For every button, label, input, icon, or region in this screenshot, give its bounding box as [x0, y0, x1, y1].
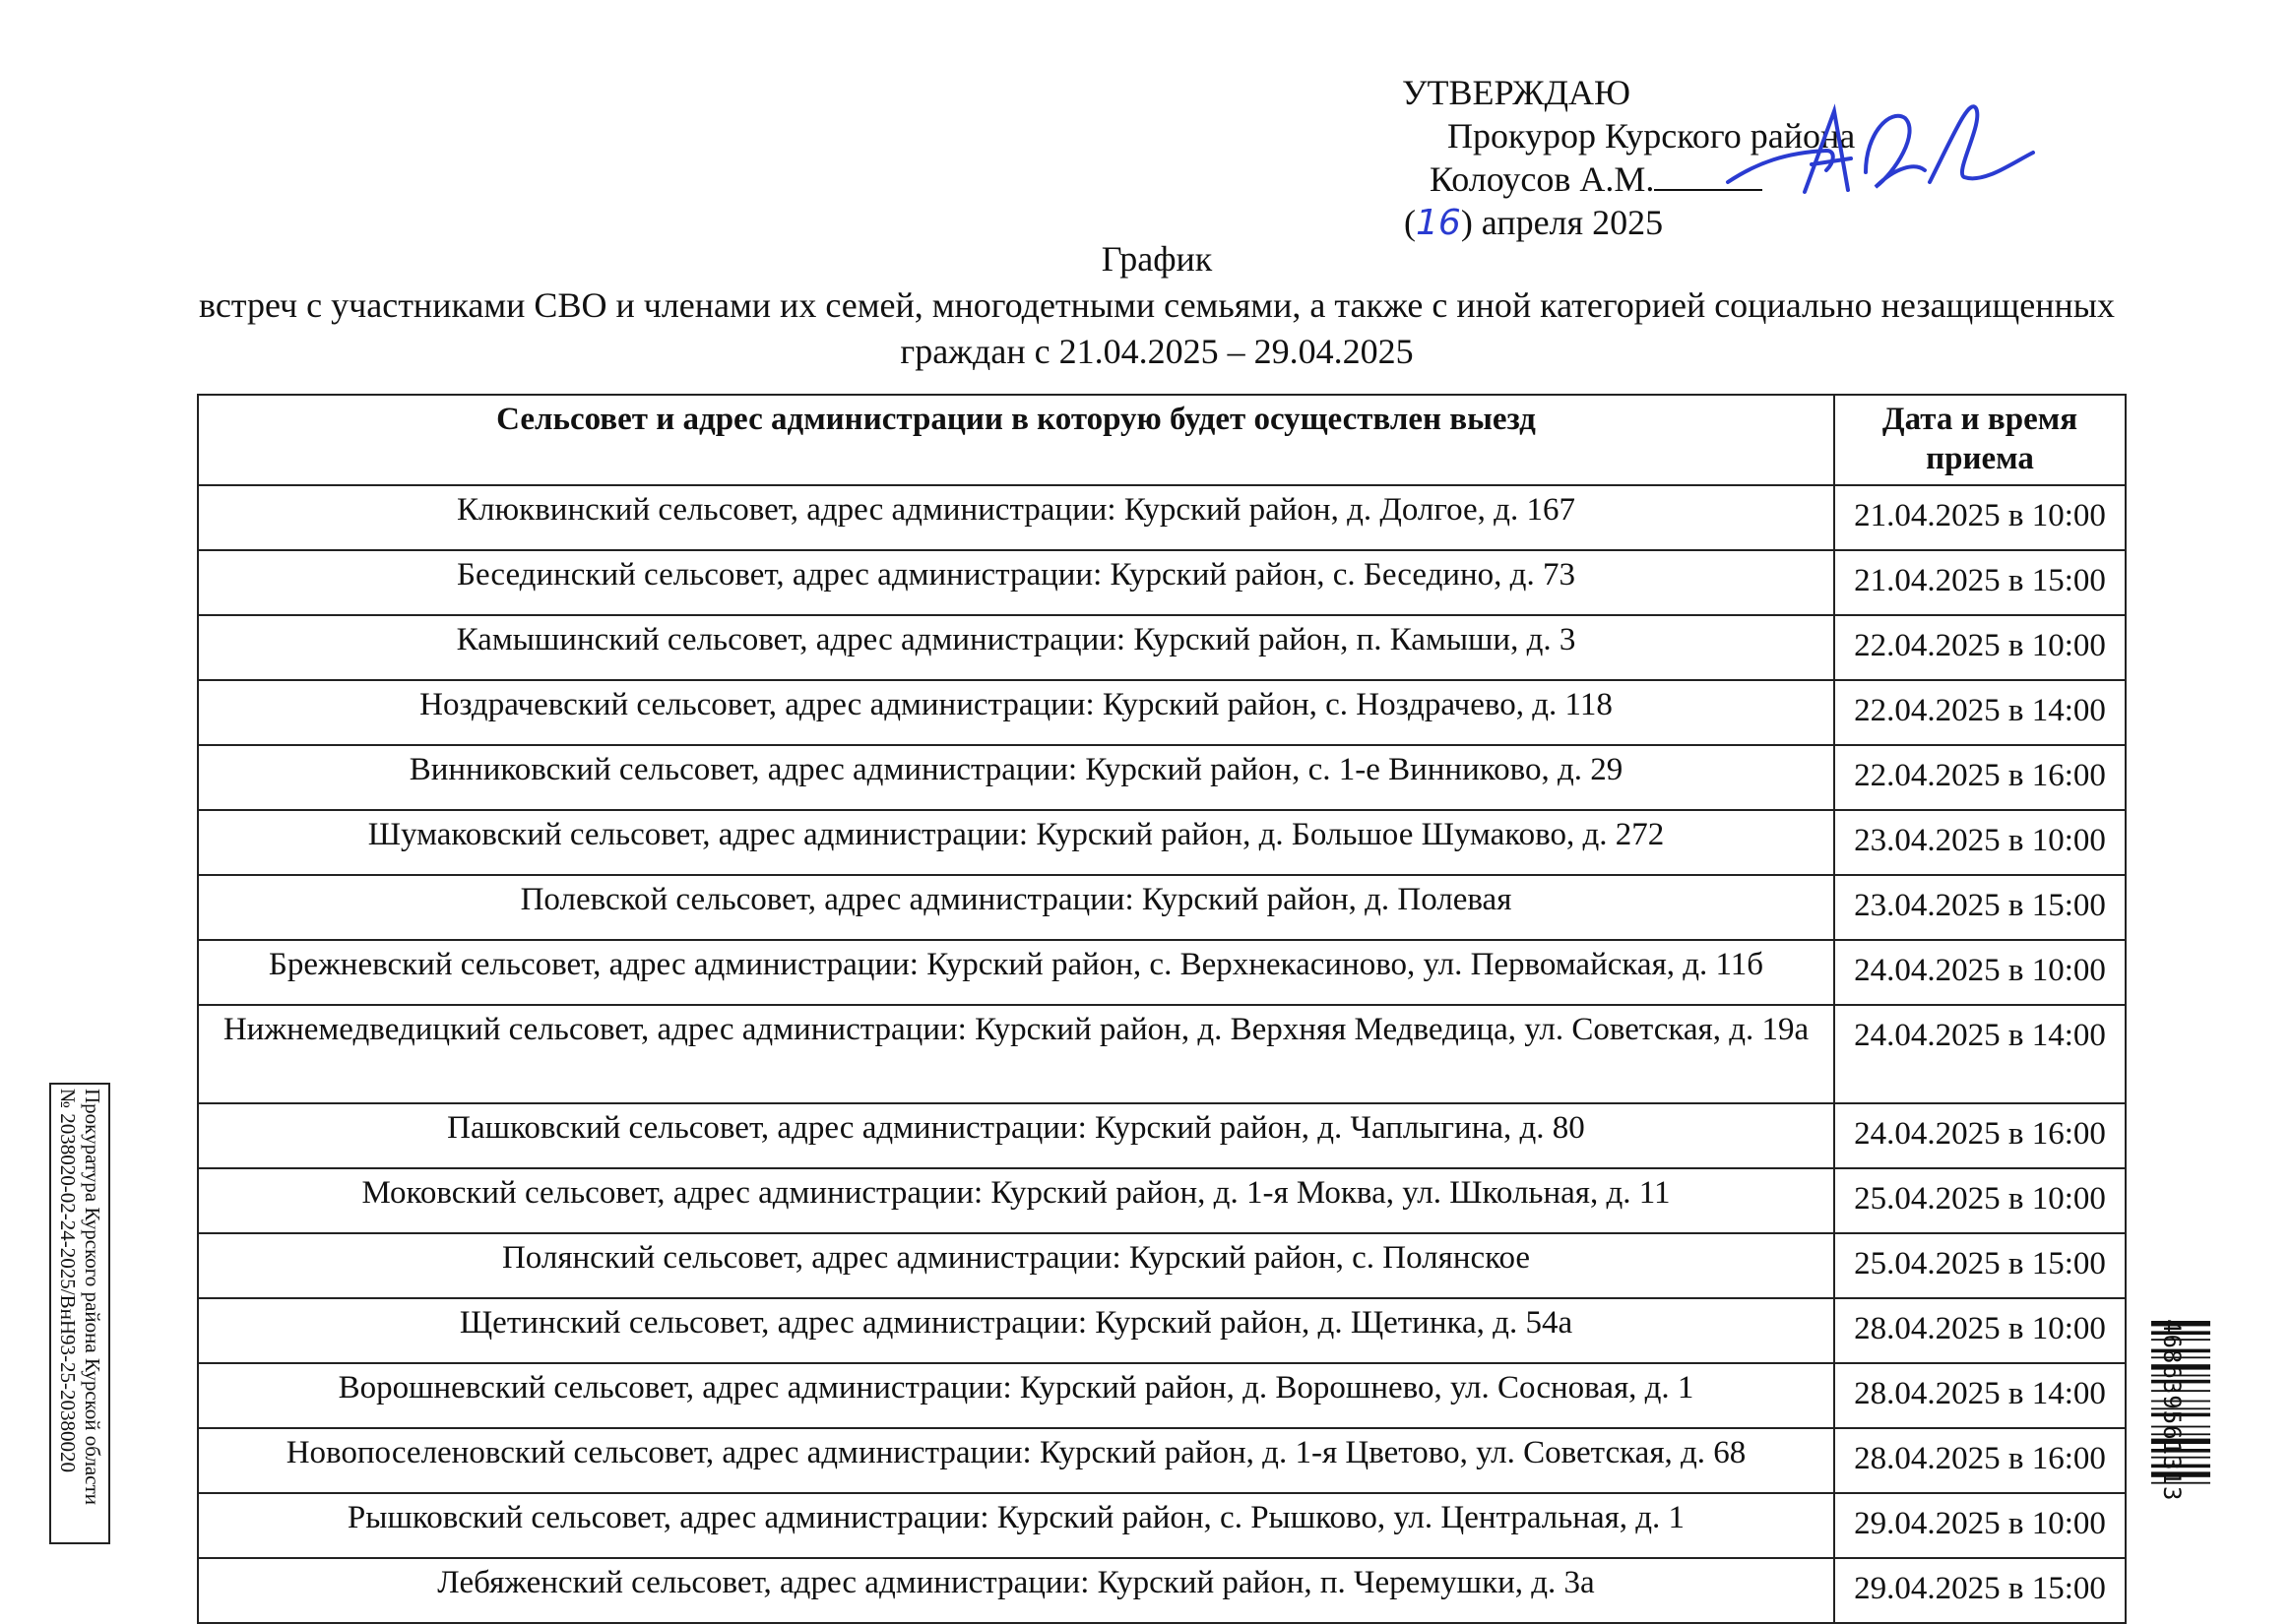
heading-line-2: граждан с 21.04.2025 – 29.04.2025	[900, 332, 1414, 371]
table-row	[198, 1233, 2126, 1298]
heading-line-1: встреч с участниками СВО и членами их семей, многодетными семьями, а также с иной категорией социально незащищенных	[199, 285, 2115, 325]
row-datetime: 29.04.2025 в 15:00	[1834, 1558, 2126, 1623]
approval-name: Колоусов А.М.	[1430, 159, 1655, 199]
table-row	[198, 1168, 2126, 1233]
row-address: Пашковский сельсовет, адрес администрации: Курский район, д. Чаплыгина, д. 80	[198, 1103, 1834, 1168]
stamp-line-1: Прокуратура Курского района Курской области	[81, 1089, 104, 1505]
table-row	[198, 550, 2126, 615]
table-row	[198, 1363, 2126, 1428]
row-address: Моковский сельсовет, адрес администрации: Курский район, д. 1-я Моква, ул. Школьная, д. 11	[198, 1168, 1834, 1233]
row-datetime: 28.04.2025 в 14:00	[1834, 1363, 2126, 1428]
row-datetime: 25.04.2025 в 15:00	[1834, 1233, 2126, 1298]
row-datetime: 25.04.2025 в 10:00	[1834, 1168, 2126, 1233]
table-row	[198, 875, 2126, 940]
table-row	[198, 1428, 2126, 1493]
row-datetime: 24.04.2025 в 14:00	[1834, 1005, 2126, 1103]
table-row	[198, 615, 2126, 680]
row-address: Щетинский сельсовет, адрес администрации: Курский район, д. Щетинка, д. 54а	[198, 1298, 1834, 1363]
row-address: Полянский сельсовет, адрес администрации: Курский район, с. Полянское	[198, 1233, 1834, 1298]
row-datetime: 28.04.2025 в 10:00	[1834, 1298, 2126, 1363]
table-row	[198, 745, 2126, 810]
row-datetime: 22.04.2025 в 16:00	[1834, 745, 2126, 810]
row-address: Нижнемедведицкий сельсовет, адрес администрации: Курский район, д. Верхняя Медведица, ул. Советская, д. 19а	[198, 1005, 1834, 1103]
table-row	[198, 1103, 2126, 1168]
row-datetime: 29.04.2025 в 10:00	[1834, 1493, 2126, 1558]
row-address: Винниковский сельсовет, адрес администрации: Курский район, с. 1-е Винниково, д. 29	[198, 745, 1834, 810]
row-address: Полевской сельсовет, адрес администрации: Курский район, д. Полевая	[198, 875, 1834, 940]
approval-title: УТВЕРЖДАЮ	[1402, 73, 1631, 112]
table-row	[198, 1558, 2126, 1623]
row-datetime: 23.04.2025 в 15:00	[1834, 875, 2126, 940]
row-address: Лебяженский сельсовет, адрес администрации: Курский район, п. Черемушки, д. 3а	[198, 1558, 1834, 1623]
row-address: Новопоселеновский сельсовет, адрес администрации: Курский район, д. 1-я Цветово, ул. Советская, д. 68	[198, 1428, 1834, 1493]
approval-date-day: 16	[1416, 203, 1461, 243]
row-datetime: 22.04.2025 в 10:00	[1834, 615, 2126, 680]
approval-post: Прокурор Курского района	[1447, 116, 1856, 156]
table-row	[198, 485, 2126, 550]
table-row	[198, 1005, 2126, 1103]
row-datetime: 22.04.2025 в 14:00	[1834, 680, 2126, 745]
row-datetime: 21.04.2025 в 10:00	[1834, 485, 2126, 550]
heading-title: График	[1101, 239, 1213, 279]
handwritten-signature	[1718, 94, 2043, 231]
approval-date-rest: ) апреля 2025	[1460, 203, 1664, 242]
row-datetime: 24.04.2025 в 16:00	[1834, 1103, 2126, 1168]
row-address: Ворошневский сельсовет, адрес администрации: Курский район, д. Ворошнево, ул. Сосновая, д. 1	[198, 1363, 1834, 1428]
row-address: Брежневский сельсовет, адрес администрации: Курский район, с. Верхнекасиново, ул. Первомайская, д. 11б	[198, 940, 1834, 1005]
row-datetime: 23.04.2025 в 10:00	[1834, 810, 2126, 875]
row-address: Бесединский сельсовет, адрес администрации: Курский район, с. Беседино, д. 73	[198, 550, 1834, 615]
table-row	[198, 1298, 2126, 1363]
schedule-table	[197, 394, 2127, 1624]
registration-stamp	[49, 1083, 110, 1544]
table-header-row	[198, 395, 2126, 485]
table-row	[198, 940, 2126, 1005]
header-address: Сельсовет и адрес администрации в которую будет осуществлен выезд	[198, 395, 1834, 485]
header-datetime: Дата и время приема	[1834, 395, 2126, 485]
row-address: Ноздрачевский сельсовет, адрес администрации: Курский район, с. Ноздрачево, д. 118	[198, 680, 1834, 745]
approval-date-open: (	[1404, 203, 1416, 242]
row-datetime: 28.04.2025 в 16:00	[1834, 1428, 2126, 1493]
table-row	[198, 1493, 2126, 1558]
row-datetime: 21.04.2025 в 15:00	[1834, 550, 2126, 615]
table-row	[198, 680, 2126, 745]
row-datetime: 24.04.2025 в 10:00	[1834, 940, 2126, 1005]
row-address: Рышковский сельсовет, адрес администрации: Курский район, с. Рышково, ул. Центральная, д. 1	[198, 1493, 1834, 1558]
table-row	[198, 810, 2126, 875]
stamp-text	[55, 1089, 104, 1538]
row-address: Шумаковский сельсовет, адрес администрации: Курский район, д. Большое Шумаково, д. 272	[198, 810, 1834, 875]
row-address: Клюквинский сельсовет, адрес администрации: Курский район, д. Долгое, д. 167	[198, 485, 1834, 550]
barcode-number: 468639561313	[2158, 1319, 2186, 1502]
row-address: Камышинский сельсовет, адрес администрации: Курский район, п. Камыши, д. 3	[198, 615, 1834, 680]
document-heading	[177, 236, 2136, 375]
stamp-line-2: № 2038020-02-24-2025/ВнН93-25-20380020	[56, 1089, 80, 1472]
